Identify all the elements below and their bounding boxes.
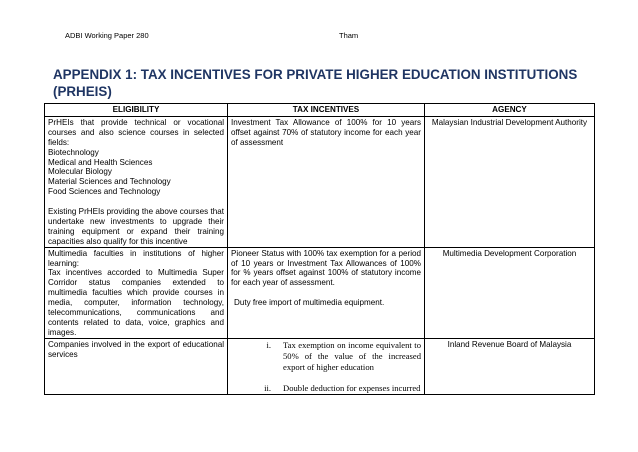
cell-eligibility	[45, 116, 228, 247]
incentive-text: Pioneer Status with 100% tax exemption for a period of 10 years or Investment Tax Allowances of 100% for % years offset against 100% of statutory income for each year of assessment.	[231, 248, 421, 288]
eligibility-intro: Multimedia faculties in institutions of higher learning:	[48, 248, 224, 268]
cell-agency: Malaysian Industrial Development Authority	[425, 116, 595, 247]
list-item	[231, 340, 421, 373]
running-header-left: ADBI Working Paper 280	[65, 31, 149, 40]
header-agency: AGENCY	[425, 104, 595, 117]
cell-incentive	[228, 338, 425, 394]
appendix-title	[53, 66, 593, 100]
eligibility-intro: PrHEIs that provide technical or vocational courses and also science courses in selected fields:	[48, 117, 224, 147]
table-header-row	[45, 104, 595, 117]
incentive-extra: Duty free import of multimedia equipment.	[234, 298, 385, 308]
header-tax-incentives: TAX INCENTIVES	[228, 104, 425, 117]
cell-incentive: Investment Tax Allowance of 100% for 10 years offset against 70% of statutory income for each year of assessment	[228, 116, 425, 247]
field-item: Biotechnology	[48, 147, 99, 157]
cell-agency: Multimedia Development Corporation	[425, 247, 595, 338]
table-row	[45, 247, 595, 338]
field-item: Molecular Biology	[48, 167, 112, 177]
list-item	[231, 383, 421, 394]
appendix-title-line2: (PRHEIS)	[53, 84, 112, 99]
header-eligibility: ELIGIBILITY	[45, 104, 228, 117]
tax-incentives-table	[44, 103, 595, 395]
spacer	[231, 373, 421, 383]
eligibility-extra: Existing PrHEIs providing the above courses that undertake new investments to upgrade their training equipment or expand their training capacities also qualify for this incentive	[48, 207, 224, 246]
field-item: Food Sciences and Technology	[48, 187, 161, 197]
table-row	[45, 338, 595, 394]
cell-agency: Inland Revenue Board of Malaysia	[425, 338, 595, 394]
cell-incentive	[228, 247, 425, 338]
list-text: Double deduction for expenses incurred	[283, 382, 421, 393]
appendix-title-line1: APPENDIX 1: TAX INCENTIVES FOR PRIVATE HIGHER EDUCATION INSTITUTIONS	[53, 67, 578, 82]
field-item: Material Sciences and Technology	[48, 177, 171, 187]
list-number: i.	[266, 339, 271, 350]
spacer	[48, 197, 224, 207]
running-header-right: Tham	[339, 31, 359, 40]
list-text: Tax exemption on income equivalent to 50% of the value of the increased export of higher education	[283, 339, 421, 372]
cell-eligibility	[45, 247, 228, 338]
spacer	[231, 288, 421, 298]
list-number: ii.	[264, 382, 271, 393]
cell-eligibility: Companies involved in the export of educational services	[45, 338, 228, 394]
table-row	[45, 116, 595, 247]
field-item: Medical and Health Sciences	[48, 157, 153, 167]
eligibility-body: Tax incentives accorded to Multimedia Super Corridor status companies extended to multimedia faculties which provide courses in media, computer, information technology, telecommunications, communications and contents related to data, voice, graphics and images.	[48, 268, 224, 337]
